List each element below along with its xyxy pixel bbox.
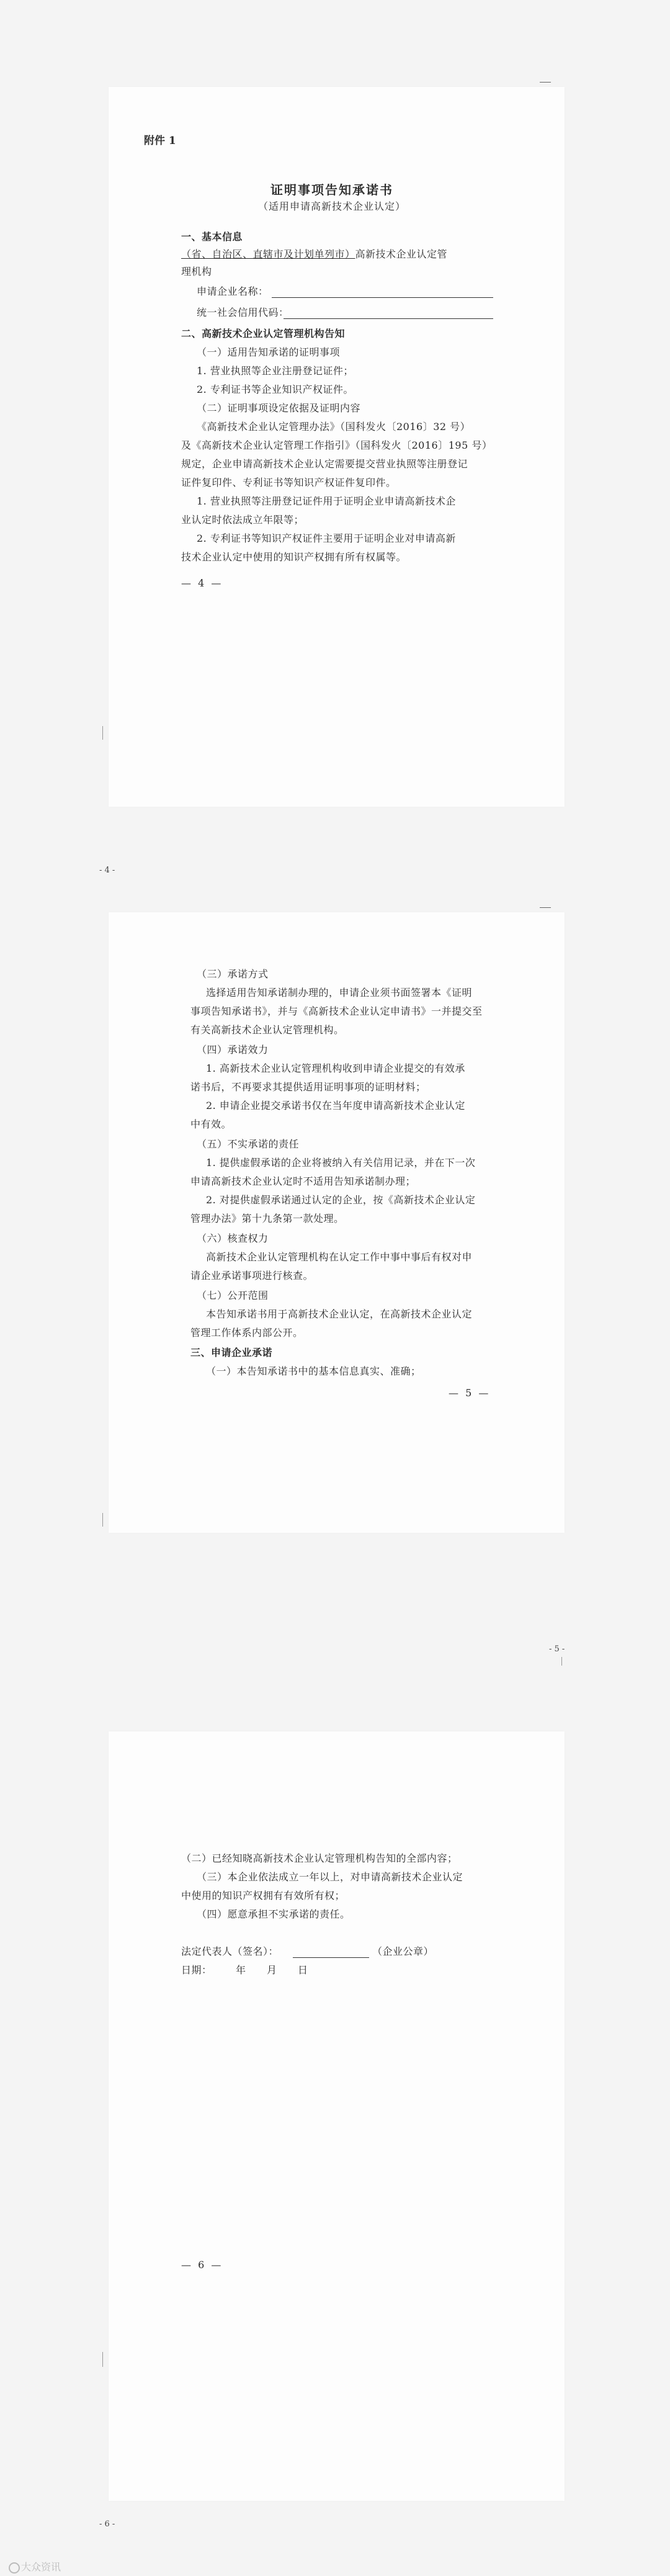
paragraph-line: 技术企业认定中使用的知识产权拥有所有权属等。: [181, 551, 407, 563]
scan-mark: [561, 1657, 562, 1666]
credit-code-field[interactable]: [284, 307, 493, 319]
paragraph-line: 2. 申请企业提交承诺书仅在当年度申请高新技术企业认定: [206, 1100, 465, 1111]
signature-field[interactable]: [293, 1946, 369, 1958]
commitment-line: （二）已经知晓高新技术企业认定管理机构告知的全部内容；: [181, 1852, 458, 1864]
date-year-label: 年: [236, 1964, 246, 1976]
paragraph-line: 申请高新技术企业认定时不适用告知承诺制办理；: [190, 1175, 416, 1187]
document-title: 证明事项告知承诺书: [270, 182, 393, 197]
paragraph-line: 有关高新技术企业认定管理机构。: [190, 1024, 344, 1036]
subsection-heading: （四）承诺效力: [197, 1044, 269, 1056]
subsection-heading: （二）证明事项设定依据及证明内容: [197, 402, 361, 414]
scan-mark: [540, 907, 551, 908]
watermark-logo-icon: [9, 2562, 20, 2574]
page-number: — 4 —: [181, 577, 223, 589]
scan-mark: [540, 82, 551, 83]
paragraph-line: 及《高新技术企业认定管理工作指引》（国科发火〔2016〕195 号）: [181, 439, 493, 451]
margin-page-number: - 4 -: [99, 866, 115, 875]
subsection-heading: （七）公开范围: [197, 1290, 269, 1301]
applicant-name-label: 申请企业名称：: [197, 285, 269, 297]
paragraph-line: 本告知承诺书用于高新技术企业认定，在高新技术企业认定: [206, 1308, 473, 1320]
date-day-label: 日: [298, 1964, 308, 1976]
commitment-line: 中使用的知识产权拥有有效所有权；: [181, 1890, 346, 1901]
paragraph-line: 2. 对提供虚假承诺通过认定的企业，按《高新技术企业认定: [206, 1194, 476, 1206]
paragraph-line: 1. 提供虚假承诺的企业将被纳入有关信用记录，并在下一次: [206, 1157, 476, 1169]
list-item: 2. 专利证书等企业知识产权证件。: [197, 384, 354, 395]
paragraph-line: 请企业承诺事项进行核查。: [190, 1270, 314, 1281]
section-heading: 一、基本信息: [181, 231, 243, 243]
scan-mark: [102, 1513, 103, 1527]
scan-mark: [102, 726, 103, 740]
commitment-line: （四）愿意承担不实承诺的责任。: [197, 1908, 351, 1920]
subsection-heading: （六）核查权力: [197, 1232, 269, 1244]
paragraph-line: 规定，企业申请高新技术企业认定需要提交营业执照等注册登记: [181, 458, 468, 470]
paragraph-line: 中有效。: [190, 1118, 232, 1130]
intro-line-2: 理机构: [181, 266, 212, 277]
intro-line: [181, 248, 447, 261]
page-number: — 5 —: [449, 1387, 491, 1399]
subsection-heading: （一）适用告知承诺的证明事项: [197, 346, 341, 358]
date-label: 日期：: [181, 1964, 212, 1976]
paragraph-line: 1. 高新技术企业认定管理机构收到申请企业提交的有效承: [206, 1062, 465, 1074]
paragraph-line: 事项告知承诺书》，并与《高新技术企业认定申请书》一并提交至: [190, 1005, 483, 1017]
paragraph-line: 业认定时依法成立年限等；: [181, 514, 305, 526]
margin-page-number: - 6 -: [99, 2520, 115, 2529]
watermark: [9, 2559, 61, 2574]
paragraph-line: 2. 专利证书等知识产权证件主要用于证明企业对申请高新: [197, 532, 456, 544]
paragraph-line: 证件复印件、专利证书等知识产权证件复印件。: [181, 477, 396, 488]
paragraph-line: （一）本告知承诺书中的基本信息真实、准确；: [206, 1365, 421, 1377]
section-heading: 二、高新技术企业认定管理机构告知: [181, 328, 346, 339]
paragraph-line: 选择适用告知承诺制办理的，申请企业须书面签署本《证明: [206, 987, 473, 999]
subsection-heading: （五）不实承诺的责任: [197, 1138, 300, 1150]
section-heading: 三、申请企业承诺: [190, 1347, 273, 1358]
credit-code-label: 统一社会信用代码：: [197, 307, 289, 318]
date-month-label: 月: [267, 1964, 277, 1976]
paragraph-line: 1. 营业执照等注册登记证件用于证明企业申请高新技术企: [197, 495, 456, 507]
document-subtitle: （适用申请高新技术企业认定）: [257, 200, 406, 212]
watermark-text: 大众资讯: [21, 2561, 61, 2573]
margin-page-number: - 5 -: [549, 1645, 565, 1654]
document-page-6: [109, 1731, 565, 2501]
subsection-heading: （三）承诺方式: [197, 968, 269, 980]
intro-region: （省、自治区、直辖市及计划单列市）: [181, 248, 355, 260]
commitment-line: （三）本企业依法成立一年以上，对申请高新技术企业认定: [197, 1871, 463, 1883]
page-number: — 6 —: [181, 2259, 223, 2271]
list-item: 1. 营业执照等企业注册登记证件；: [197, 365, 354, 377]
paragraph-line: 诺书后，不再要求其提供适用证明事项的证明材料；: [190, 1081, 426, 1093]
document-page-5: [109, 912, 565, 1533]
applicant-name-field[interactable]: [272, 286, 493, 298]
seal-label: （企业公章）: [372, 1945, 434, 1957]
paragraph-line: 《高新技术企业认定管理办法》（国科发火〔2016〕32 号）: [197, 421, 471, 433]
signature-label: 法定代表人（签名）：: [181, 1945, 279, 1957]
paragraph-line: 管理办法》第十九条第一款处理。: [190, 1213, 344, 1224]
paragraph-line: 管理工作体系内部公开。: [190, 1327, 303, 1339]
scan-mark: [102, 2352, 103, 2367]
intro-text: 高新技术企业认定管: [355, 248, 448, 260]
paragraph-line: 高新技术企业认定管理机构在认定工作中事中事后有权对申: [206, 1251, 473, 1263]
document-page-4: [109, 87, 565, 807]
attachment-label: 附件 1: [144, 135, 176, 147]
